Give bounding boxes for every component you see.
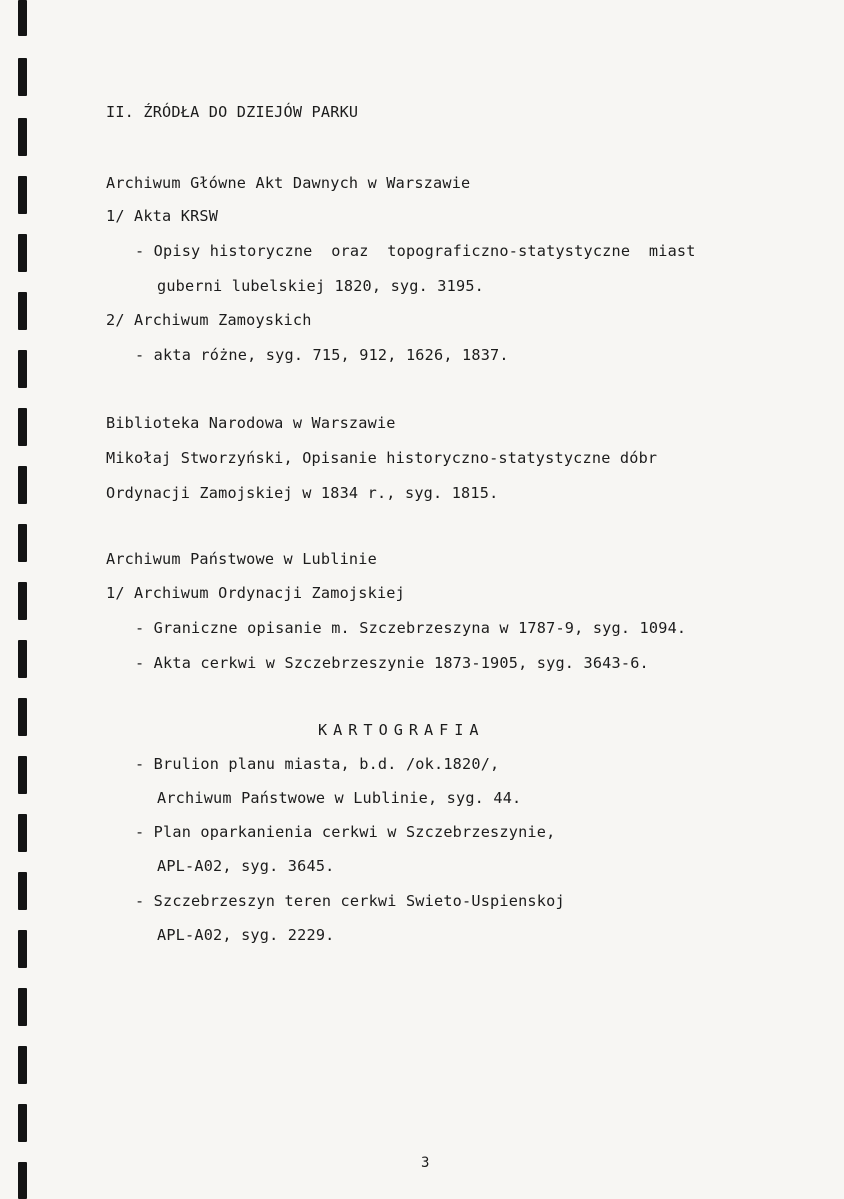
list-entry-continuation: guberni lubelskiej 1820, syg. 3195. — [157, 277, 485, 295]
list-entry-continuation: Archiwum Państwowe w Lublinie, syg. 44. — [157, 789, 522, 807]
binding-tab — [18, 0, 27, 36]
binding-tab — [18, 118, 27, 156]
binding-tab — [18, 756, 27, 794]
text-line: Ordynacji Zamojskiej w 1834 r., syg. 1815. — [106, 484, 499, 502]
archive-name: Biblioteka Narodowa w Warszawie — [106, 414, 396, 432]
text-line: Mikołaj Stworzyński, Opisanie historyczno-statystyczne dóbr — [106, 449, 658, 467]
list-item: 1/ Akta KRSW — [106, 207, 219, 225]
list-entry: - akta różne, syg. 715, 912, 1626, 1837. — [135, 346, 509, 364]
list-entry: - Akta cerkwi w Szczebrzeszynie 1873-1905, syg. 3643-6. — [135, 654, 649, 672]
list-item: 2/ Archiwum Zamoyskich — [106, 311, 312, 329]
binding-tab — [18, 640, 27, 678]
list-item: 1/ Archiwum Ordynacji Zamojskiej — [106, 584, 405, 602]
binding-tab — [18, 176, 27, 214]
list-entry: - Graniczne opisanie m. Szczebrzeszyna w 1787-9, syg. 1094. — [135, 619, 687, 637]
binding-tab — [18, 350, 27, 388]
binding-tab — [18, 234, 27, 272]
kartografia-heading: KARTOGRAFIA — [318, 721, 485, 739]
binding-tab — [18, 698, 27, 736]
list-entry-continuation: APL-A02, syg. 2229. — [157, 926, 335, 944]
archive-name: Archiwum Główne Akt Dawnych w Warszawie — [106, 174, 471, 192]
list-entry: - Plan oparkanienia cerkwi w Szczebrzeszynie, — [135, 823, 556, 841]
list-entry: - Opisy historyczne oraz topograficzno-statystyczne miast — [135, 242, 696, 260]
archive-name: Archiwum Państwowe w Lublinie — [106, 550, 377, 568]
binding-tab — [18, 872, 27, 910]
binding-tab — [18, 58, 27, 96]
binding-tab — [18, 988, 27, 1026]
binding-tab — [18, 1104, 27, 1142]
list-entry-continuation: APL-A02, syg. 3645. — [157, 857, 335, 875]
binding-tab — [18, 930, 27, 968]
binding-tab — [18, 408, 27, 446]
list-entry: - Brulion planu miasta, b.d. /ok.1820/, — [135, 755, 500, 773]
binding-tab — [18, 524, 27, 562]
section-title: II. ŹRÓDŁA DO DZIEJÓW PARKU — [106, 103, 359, 121]
binding-tab — [18, 814, 27, 852]
spiral-binding — [18, 0, 32, 1199]
list-entry: - Szczebrzeszyn teren cerkwi Swieto-Uspienskoj — [135, 892, 565, 910]
binding-tab — [18, 466, 27, 504]
binding-tab — [18, 1162, 27, 1199]
binding-tab — [18, 582, 27, 620]
binding-tab — [18, 1046, 27, 1084]
binding-tab — [18, 292, 27, 330]
page-number: 3 — [421, 1155, 430, 1171]
